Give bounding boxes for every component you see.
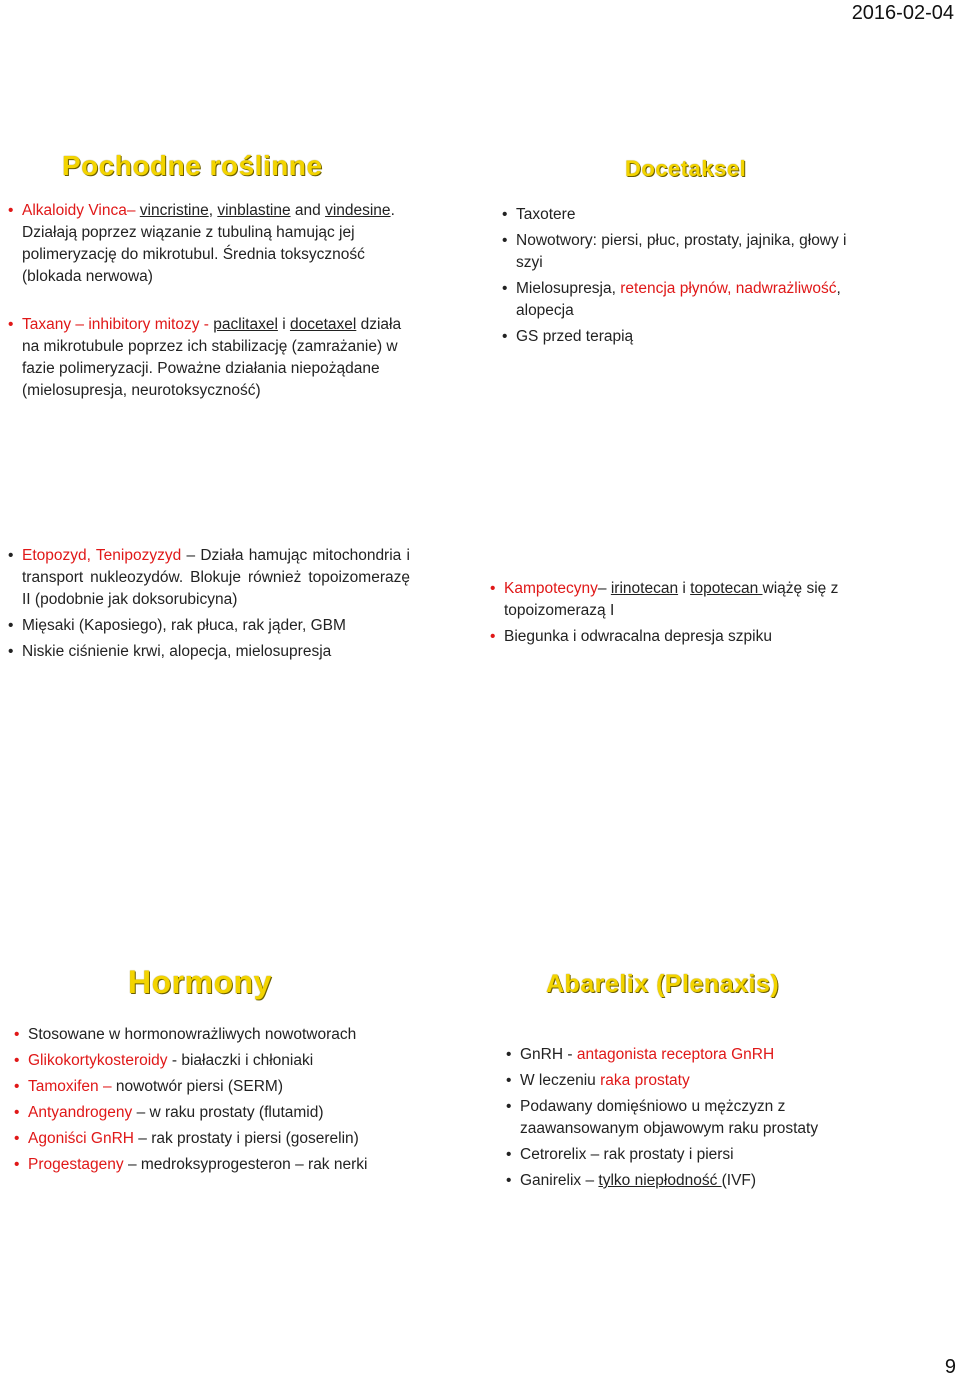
text-run: – Działa hamując mitochondria i transport nukleozydów. Blokuje również topoizomerazę II (podobnie jak doksorubicyna) xyxy=(22,547,410,608)
text-run: vindesine xyxy=(325,202,391,219)
text-run: Mielosupresja, xyxy=(516,280,621,297)
text-run: – inhibitory mitozy - xyxy=(71,316,214,333)
text-run: , xyxy=(208,202,218,219)
text-run: antagonista receptora GnRH xyxy=(576,1046,775,1063)
list-item xyxy=(12,1050,432,1072)
list-item xyxy=(500,278,870,322)
text-run: Antyandrogeny xyxy=(28,1104,133,1121)
list-item xyxy=(12,1154,432,1176)
list-item: • Cetrorelix – rak prostaty i piersi xyxy=(504,1144,904,1166)
text-run: topotecan xyxy=(690,580,763,597)
text-run: Taxany xyxy=(22,316,72,333)
list-item: • Niskie ciśnienie krwi, alopecja, mielosupresja xyxy=(6,641,410,663)
text-run: vinblastine xyxy=(217,202,291,219)
slide-title-hormony: Hormony xyxy=(128,964,272,1000)
text-run: docetaxel xyxy=(289,316,357,333)
slide6-body xyxy=(504,1044,904,1196)
text-run: W leczeniu xyxy=(520,1072,601,1089)
text-run: (IVF) xyxy=(721,1172,757,1189)
page-number: 9 xyxy=(944,1356,956,1378)
text-run: – medroksyprogesteron – rak nerki xyxy=(123,1156,368,1173)
text-run: Ganirelix – xyxy=(520,1172,599,1189)
text-run: i xyxy=(277,316,290,333)
text-run: , alopecja xyxy=(516,280,841,319)
text-run: . Działają poprzez wiązanie z tubuliną hamując jej polimeryzację do mikrotubul. Średnia toksyczność (blokada nerwowa) xyxy=(22,202,395,285)
text-run: Progestageny xyxy=(28,1156,124,1173)
text-run: Kampotecyny xyxy=(504,580,598,597)
list-item: • GS przed terapią xyxy=(500,326,870,348)
text-run: tylko niepłodność xyxy=(598,1172,722,1189)
list-item xyxy=(12,1128,432,1150)
text-run: – xyxy=(597,580,611,597)
text-run: GnRH - xyxy=(520,1046,577,1063)
list-item: • Biegunka i odwracalna depresja szpiku xyxy=(488,626,908,648)
text-run: Tamoxifen xyxy=(28,1078,99,1095)
slide2-body xyxy=(500,204,870,352)
list-item xyxy=(504,1044,904,1066)
list-item xyxy=(12,1076,432,1098)
text-run: paclitaxel xyxy=(213,316,278,333)
text-run: Alkaloidy Vinca xyxy=(22,202,127,219)
slide4-body xyxy=(488,578,908,652)
list-item xyxy=(6,314,406,402)
text-run: vincristine xyxy=(139,202,209,219)
slide5-body xyxy=(12,1024,432,1180)
text-run: – rak prostaty i piersi (goserelin) xyxy=(133,1130,359,1147)
slide-title-pochodne: Pochodne roślinne xyxy=(62,150,323,181)
text-run: i xyxy=(678,580,691,597)
list-item xyxy=(504,1170,904,1192)
text-run: działa na mikrotubule poprzez ich stabilizację (zamrażanie) w fazie polimeryzacji. Poważne działania niepożądane (mielosupresja, neurotoksyczność) xyxy=(22,316,402,399)
list-item xyxy=(504,1070,904,1092)
text-run: – xyxy=(126,202,140,219)
text-run: - białaczki i chłoniaki xyxy=(167,1052,314,1069)
list-item: • Nowotwory: piersi, płuc, prostaty, jajnika, głowy i szyi xyxy=(500,230,870,274)
text-run: Agoniści GnRH xyxy=(28,1130,134,1147)
list-item: • Mięsaki (Kaposiego), rak płuca, rak jąder, GBM xyxy=(6,615,410,637)
text-run: raka prostaty xyxy=(600,1072,690,1089)
text-run: – xyxy=(98,1078,112,1095)
slide3-body xyxy=(6,545,410,667)
text-run: and xyxy=(290,202,326,219)
list-item: • Taxotere xyxy=(500,204,870,226)
list-item xyxy=(12,1102,432,1124)
text-run: – w raku prostaty (flutamid) xyxy=(132,1104,324,1121)
text-run: wiążę się z topoizomerazą I xyxy=(504,580,839,619)
text-run: Glikokortykosteroidy xyxy=(28,1052,168,1069)
list-item xyxy=(6,545,410,611)
list-item: • Stosowane w hormonowrażliwych nowotworach xyxy=(12,1024,432,1046)
header-date: 2016-02-04 xyxy=(851,2,954,24)
text-run: Etopozyd, Tenipozyzyd xyxy=(22,547,182,564)
list-item xyxy=(6,200,406,288)
slide1-body xyxy=(6,200,406,406)
list-item xyxy=(488,578,908,622)
list-item: • Podawany domięśniowo u mężczyzn z zaawansowanym objawowym raku prostaty xyxy=(504,1096,904,1140)
slide-title-docetaksel: Docetaksel xyxy=(625,156,747,181)
text-run: retencja płynów, nadwrażliwość xyxy=(620,280,837,297)
text-run: irinotecan xyxy=(610,580,679,597)
slide-title-abarelix: Abarelix (Plenaxis) xyxy=(546,970,780,998)
text-run: nowotwór piersi (SERM) xyxy=(111,1078,283,1095)
